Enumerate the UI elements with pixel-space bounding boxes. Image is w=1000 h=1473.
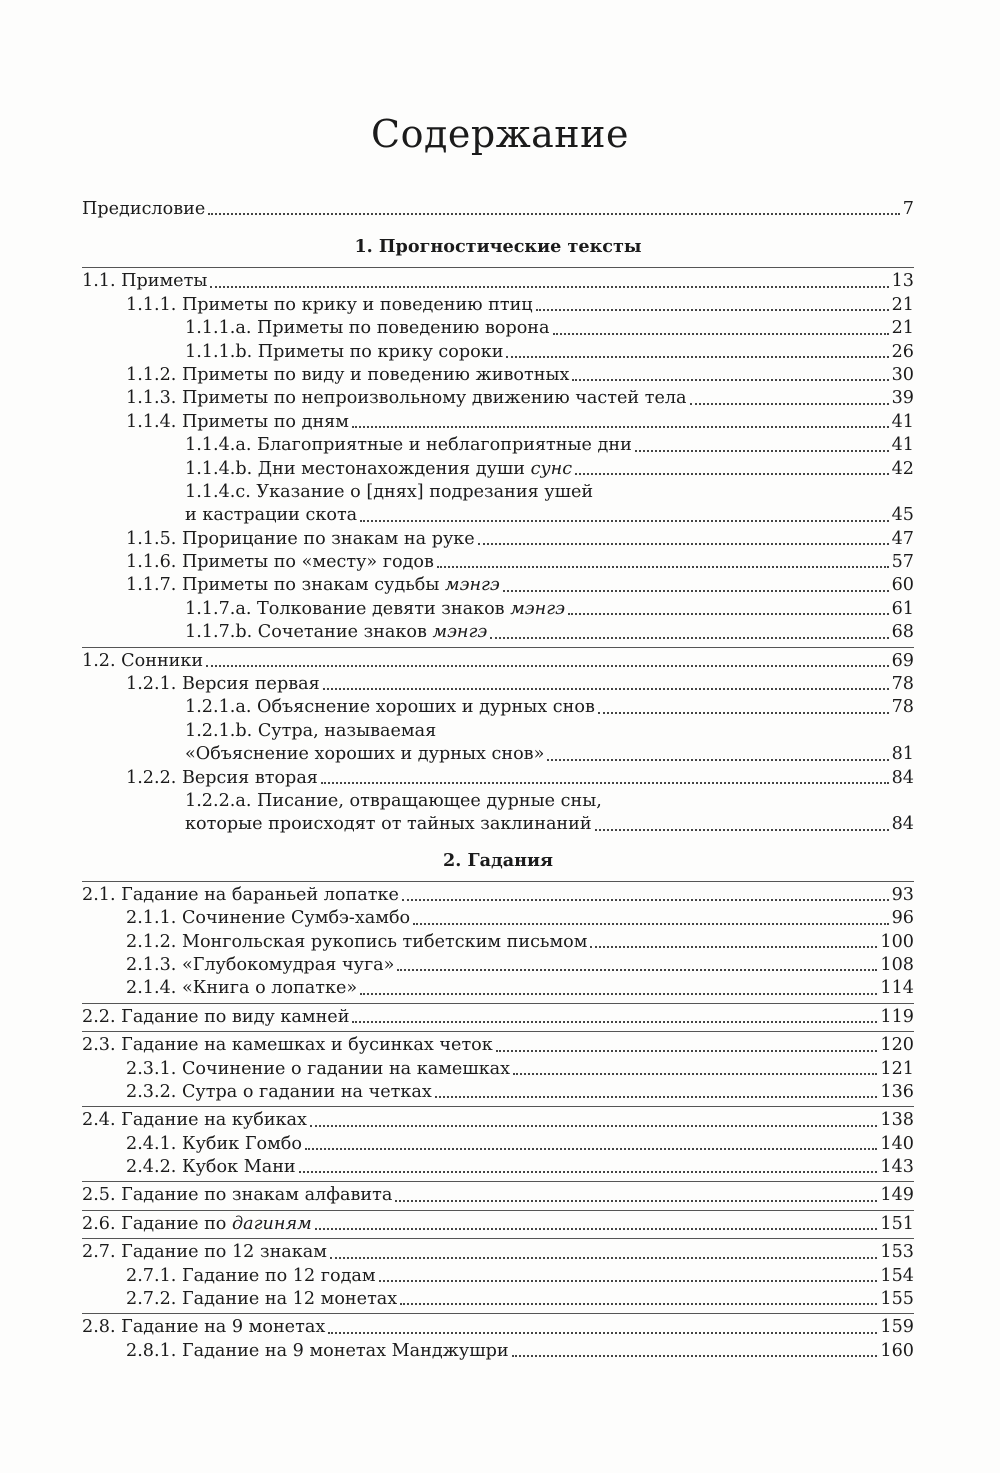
- toc-entry-page: 120: [880, 1035, 914, 1056]
- toc-entry-title: 1.1.2. Приметы по виду и поведению животных: [126, 364, 570, 385]
- toc-entry-page: 68: [891, 622, 914, 643]
- toc-entry-page: 30: [891, 364, 914, 385]
- toc-entry-page: 160: [880, 1340, 914, 1361]
- toc-entry-title: Указание о [днях] подрезания ушей: [256, 481, 594, 502]
- toc-entry[interactable]: [82, 528, 914, 551]
- dot-leader: [536, 309, 889, 311]
- toc-entry[interactable]: [82, 1241, 914, 1264]
- dot-leader: [512, 1355, 878, 1357]
- toc-entry[interactable]: [82, 813, 914, 836]
- toc-entry-page: 78: [891, 697, 914, 718]
- toc-entry-title-continued: которые происходят от тайных заклинаний: [185, 814, 592, 835]
- dot-leader: [310, 1125, 877, 1127]
- toc-entry-title: 1.1.7.b. Сочетание знаков мэнгэ: [185, 622, 488, 643]
- toc-entry-page: 13: [891, 271, 914, 292]
- toc-entry[interactable]: [82, 1006, 914, 1029]
- section-heading: 2. Гадания: [442, 849, 554, 871]
- toc-group: [82, 267, 914, 644]
- toc-entry-page: 21: [891, 294, 914, 315]
- toc-entry-title: 2.4.1. Кубик Гомбо: [126, 1133, 302, 1154]
- toc-entry-title: 2.3.1. Сочинение о гадании на камешках: [126, 1058, 511, 1079]
- toc-entry-page: 149: [880, 1185, 914, 1206]
- dot-leader: [395, 1200, 877, 1202]
- toc-entry-title: 2.7.2. Гадание на 12 монетах: [126, 1289, 398, 1310]
- toc-entry-title: 2.5. Гадание по знакам алфавита: [82, 1185, 393, 1206]
- toc-entry-page: 140: [880, 1133, 914, 1154]
- toc-entry[interactable]: [82, 317, 914, 340]
- toc-group: [82, 1181, 914, 1207]
- toc-entry-italic: дагиням: [232, 1213, 312, 1234]
- dot-leader: [503, 590, 889, 592]
- toc-entry-number: 1.2.1.b.: [185, 720, 258, 741]
- toc-entry-number: 1.1.4.c.: [185, 481, 257, 502]
- toc-entry-page: 45: [891, 505, 914, 526]
- toc-entry-title: 1.1.1. Приметы по крику и поведению птиц: [126, 294, 533, 315]
- toc-entry[interactable]: [82, 977, 914, 1000]
- dot-leader: [208, 213, 900, 215]
- toc-entry-title: 1.1.4.b. Дни местонахождения души сунс: [185, 458, 573, 479]
- toc-entry-line: [82, 481, 914, 504]
- dot-leader: [547, 759, 888, 761]
- toc-entry-page: 21: [891, 318, 914, 339]
- toc-entry-page: 42: [891, 458, 914, 479]
- toc-entry-page: 151: [880, 1213, 914, 1234]
- toc-entry-title: 2.6. Гадание по дагиням: [82, 1213, 312, 1234]
- toc-entry-line: [82, 720, 914, 743]
- dot-leader: [568, 613, 889, 615]
- toc-entry[interactable]: [82, 954, 914, 977]
- toc-entry-page: 41: [891, 435, 914, 456]
- dot-leader: [402, 899, 889, 901]
- toc-group: [82, 1106, 914, 1179]
- dot-leader: [206, 665, 888, 667]
- toc-entry[interactable]: [82, 551, 914, 574]
- dot-leader: [379, 1280, 878, 1282]
- toc-entry-title: Предисловие: [82, 199, 206, 219]
- toc-entry[interactable]: [82, 884, 914, 907]
- toc-entry-title: 2.3. Гадание на камешках и бусинках четок: [82, 1035, 493, 1056]
- toc-entry-page: 155: [880, 1289, 914, 1310]
- toc-entry[interactable]: [82, 1156, 914, 1179]
- toc-entry-title: 2.2. Гадание по виду камней: [82, 1006, 350, 1027]
- toc-entry-title: 1.1.1.b. Приметы по крику сороки: [185, 341, 504, 362]
- dot-leader: [360, 520, 888, 522]
- toc-entry[interactable]: [82, 504, 914, 527]
- toc-entry-page: 136: [880, 1081, 914, 1102]
- toc-entry-page: 60: [891, 575, 914, 596]
- toc-entry-title: 2.8. Гадание на 9 монетах: [82, 1317, 326, 1338]
- toc-entry-page: 81: [891, 744, 914, 765]
- toc-entry[interactable]: [82, 1081, 914, 1104]
- toc-entry-italic: мэнгэ: [510, 598, 565, 619]
- toc-entry-title-continued: и кастрации скота: [185, 505, 358, 526]
- toc-group: [82, 881, 914, 1001]
- dot-leader: [635, 450, 889, 452]
- toc-entry-title-continued: «Объяснение хороших и дурных снов»: [185, 744, 545, 765]
- toc-entry-page: 138: [880, 1110, 914, 1131]
- toc-entry-number: 1.2.2.a.: [185, 790, 258, 811]
- toc-entry-title: 2.1.3. «Глубокомудрая чуга»: [126, 954, 395, 975]
- toc-entry-title: 1.1.5. Прорицание по знакам на руке: [126, 528, 475, 549]
- dot-leader: [690, 403, 889, 405]
- toc-entry-title: Сутра, называемая: [257, 720, 437, 741]
- toc-entry-page: 159: [880, 1317, 914, 1338]
- toc-entry[interactable]: [82, 574, 914, 597]
- dot-leader: [400, 1303, 877, 1305]
- toc-entry[interactable]: [82, 1058, 914, 1081]
- dot-leader: [590, 946, 877, 948]
- toc-entry[interactable]: [82, 621, 914, 644]
- dot-leader: [413, 923, 888, 925]
- dot-leader: [210, 286, 888, 288]
- toc-entry-page: 26: [891, 341, 914, 362]
- toc-entry[interactable]: [82, 364, 914, 387]
- toc-entry[interactable]: [82, 1184, 914, 1207]
- toc-entry[interactable]: [82, 650, 914, 673]
- toc-entry-page: 78: [891, 674, 914, 695]
- toc-entry[interactable]: [82, 458, 914, 481]
- toc-entry-title: 1.1.7. Приметы по знакам судьбы мэнгэ: [126, 575, 500, 596]
- toc-entry[interactable]: [82, 907, 914, 930]
- toc-entry[interactable]: [82, 767, 914, 790]
- toc-group: [82, 1003, 914, 1029]
- toc-entry-preface[interactable]: [82, 198, 914, 221]
- dot-leader: [360, 993, 877, 995]
- toc-group: [82, 1313, 914, 1363]
- toc-entry-title: 1.1.4.a. Благоприятные и неблагоприятные дни: [185, 435, 632, 456]
- toc-entry-title: 2.1. Гадание на бараньей лопатке: [82, 884, 399, 905]
- dot-leader: [397, 969, 877, 971]
- toc-entry-page: 39: [891, 388, 914, 409]
- toc-group: [82, 647, 914, 837]
- toc-entry-title: 2.7.1. Гадание по 12 годам: [126, 1265, 376, 1286]
- toc-entry[interactable]: [82, 743, 914, 766]
- toc-entry-page: 57: [891, 552, 914, 573]
- toc-entry-title: 1.1. Приметы: [82, 271, 208, 292]
- toc-entry-line: [82, 790, 914, 813]
- toc-entry-title: Писание, отвращающее дурные сны,: [257, 790, 602, 811]
- toc-entry-page: 153: [880, 1242, 914, 1263]
- toc-entry-title: 2.4.2. Кубок Мани: [126, 1157, 296, 1178]
- toc-entry-page: 100: [880, 931, 914, 952]
- toc-entry-title: 1.2.1. Версия первая: [126, 674, 320, 695]
- toc-entry[interactable]: [82, 696, 914, 719]
- toc-entry-page: 154: [880, 1265, 914, 1286]
- dot-leader: [513, 1073, 877, 1075]
- toc-entry-title: 1.1.1.a. Приметы по поведению ворона: [185, 318, 550, 339]
- toc-entry-page: 114: [880, 978, 914, 999]
- toc-entry[interactable]: [82, 1213, 914, 1236]
- toc-entry[interactable]: [82, 1288, 914, 1311]
- toc-entry-page: 119: [880, 1006, 914, 1027]
- toc-entry-italic: мэнгэ: [445, 575, 500, 596]
- toc-entry-title: 1.1.3. Приметы по непроизвольному движению частей тела: [126, 388, 687, 409]
- dot-leader: [598, 712, 889, 714]
- toc-entry[interactable]: [82, 1316, 914, 1339]
- toc-entry[interactable]: [82, 411, 914, 434]
- toc-entry-title: 2.8.1. Гадание на 9 монетах Манджушри: [126, 1340, 509, 1361]
- toc-entry[interactable]: [82, 270, 914, 293]
- toc-entry[interactable]: [82, 1340, 914, 1363]
- toc-entry-title: 2.1.2. Монгольская рукопись тибетским письмом: [126, 931, 588, 952]
- dot-leader: [595, 829, 889, 831]
- dot-leader: [328, 1332, 877, 1334]
- toc-entry-title: 1.1.4. Приметы по дням: [126, 411, 349, 432]
- toc-entry-page: 93: [891, 884, 914, 905]
- page-title: Содержание: [371, 112, 629, 156]
- dot-leader: [478, 543, 889, 545]
- toc-entry-page: 108: [880, 954, 914, 975]
- dot-leader: [315, 1228, 878, 1230]
- toc-entry-title: 1.1.7.a. Толкование девяти знаков мэнгэ: [185, 598, 565, 619]
- table-of-contents: [82, 198, 914, 1363]
- dot-leader: [437, 566, 889, 568]
- toc-entry-page: 84: [891, 814, 914, 835]
- dot-leader: [490, 637, 888, 639]
- toc-entry[interactable]: [82, 387, 914, 410]
- dot-leader: [572, 379, 888, 381]
- toc-entry-title: 1.1.6. Приметы по «месту» годов: [126, 552, 434, 573]
- dot-leader: [435, 1096, 878, 1098]
- section-heading: 1. Прогностические тексты: [354, 236, 642, 258]
- toc-entry-title: 2.3.2. Сутра о гадании на четках: [126, 1081, 432, 1102]
- toc-entry-page: 84: [891, 767, 914, 788]
- toc-entry-title: 1.2. Сонники: [82, 650, 204, 671]
- toc-entry-title: 2.7. Гадание по 12 знакам: [82, 1242, 327, 1263]
- toc-group: [82, 1210, 914, 1236]
- toc-entry-title: 2.1.1. Сочинение Сумбэ-хамбо: [126, 908, 411, 929]
- toc-entry-page: 7: [902, 199, 914, 219]
- toc-entry-italic: мэнгэ: [432, 622, 488, 643]
- dot-leader: [305, 1148, 877, 1150]
- toc-entry-title: 2.4. Гадание на кубиках: [82, 1110, 307, 1131]
- toc-entry-page: 47: [891, 528, 914, 549]
- toc-entry[interactable]: [82, 931, 914, 954]
- toc-group: [82, 1238, 914, 1311]
- toc-entry[interactable]: [82, 1265, 914, 1288]
- toc-entry-page: 143: [880, 1157, 914, 1178]
- toc-entry[interactable]: [82, 1109, 914, 1132]
- toc-entry[interactable]: [82, 598, 914, 621]
- dot-leader: [352, 1021, 877, 1023]
- toc-entry-page: 69: [891, 650, 914, 671]
- toc-entry[interactable]: [82, 341, 914, 364]
- dot-leader: [506, 356, 888, 358]
- toc-entry-title: 2.1.4. «Книга о лопатке»: [126, 978, 358, 999]
- toc-entry-page: 61: [891, 598, 914, 619]
- dot-leader: [496, 1050, 878, 1052]
- toc-entry[interactable]: [82, 673, 914, 696]
- toc-entry[interactable]: [82, 1034, 914, 1057]
- toc-entry-title: 1.2.2. Версия вторая: [126, 767, 318, 788]
- dot-leader: [553, 333, 889, 335]
- toc-entry-italic: сунс: [530, 458, 573, 479]
- toc-group: [82, 1031, 914, 1104]
- toc-entry-title: 1.2.1.a. Объяснение хороших и дурных снов: [185, 697, 595, 718]
- toc-entry-page: 96: [891, 908, 914, 929]
- toc-entry[interactable]: [82, 434, 914, 457]
- toc-entry[interactable]: [82, 1133, 914, 1156]
- dot-leader: [352, 426, 889, 428]
- dot-leader: [321, 782, 889, 784]
- dot-leader: [299, 1171, 878, 1173]
- dot-leader: [330, 1257, 877, 1259]
- toc-entry-page: 41: [891, 411, 914, 432]
- dot-leader: [575, 473, 888, 475]
- toc-entry-page: 121: [880, 1058, 914, 1079]
- toc-entry[interactable]: [82, 294, 914, 317]
- dot-leader: [323, 688, 889, 690]
